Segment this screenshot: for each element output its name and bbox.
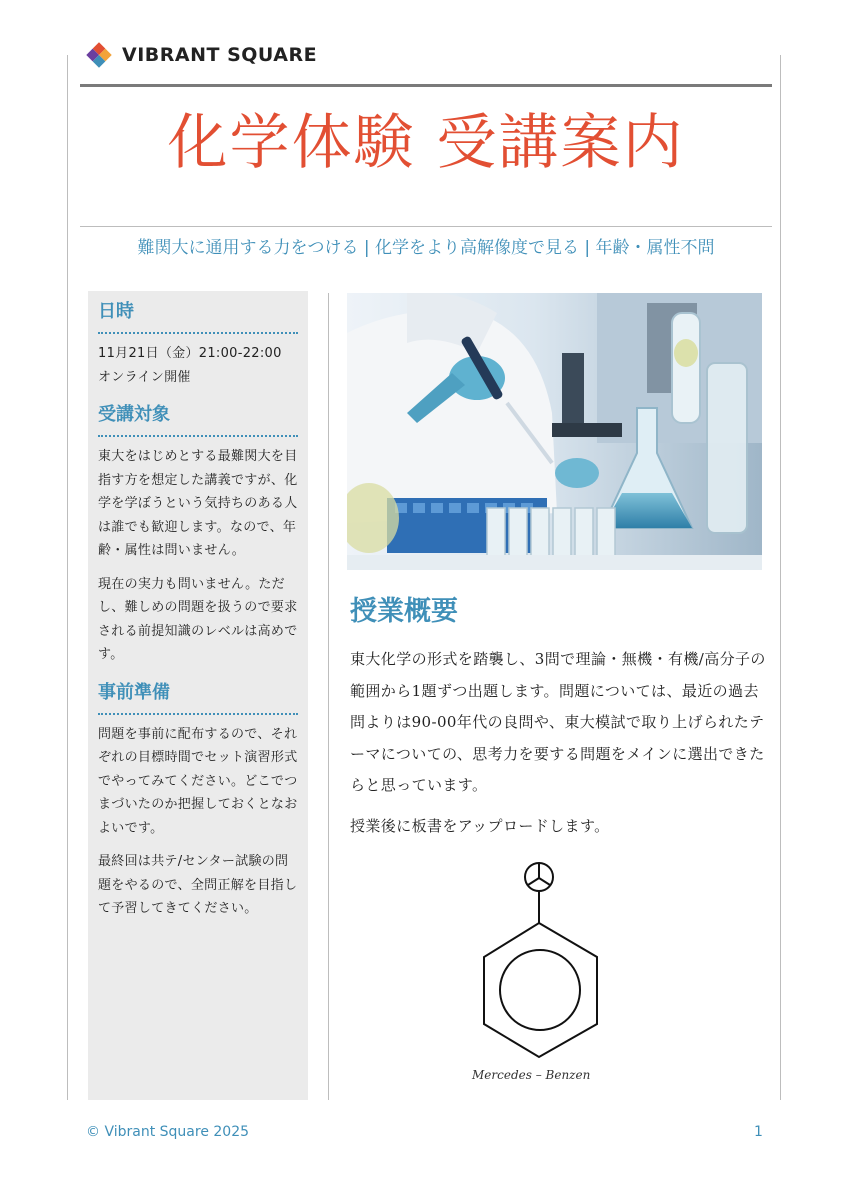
mercedes-benzene-illustration <box>462 850 632 1100</box>
brand-name: VIBRANT SQUARE <box>122 44 318 66</box>
paragraph: 現在の実力も問いません。ただし、難しめの問題を扱うので要求される前提知識のレベルは高めです。 <box>98 576 298 662</box>
sidebar <box>88 291 308 1100</box>
dotted-divider <box>98 713 298 715</box>
page-number: 1 <box>754 1124 763 1140</box>
paragraph: 授業後に板書をアップロードします。 <box>350 816 610 835</box>
page-title: 化学体験 受講案内 <box>167 108 685 178</box>
page-border-left <box>67 55 68 1100</box>
section-heading-overview: 授業概要 <box>350 596 458 627</box>
brand <box>86 40 317 70</box>
section-heading: 日時 <box>98 301 134 322</box>
sidebar-section-preparation <box>98 677 298 921</box>
paragraph: 東大化学の形式を踏襲し、3問で理論・無機・有機/高分子の範囲から1題ずつ出題します。問題については、最近の過去問よりは90-00年代の良問や、東大模試で取り上げられたテーマについての、思考力を要する問題をメインに選出できたらと思っています。 <box>350 650 766 794</box>
lab-photo <box>347 293 762 570</box>
page-border-right <box>780 55 781 1100</box>
header-rule <box>80 84 772 87</box>
sidebar-section-datetime <box>98 296 298 389</box>
illustration-caption: Mercedes – Benzen <box>472 1068 591 1082</box>
event-venue: オンライン開催 <box>98 369 191 385</box>
section-heading: 事前準備 <box>98 681 170 703</box>
footer-copyright: © Vibrant Square 2025 <box>86 1124 250 1140</box>
overview-body <box>350 644 766 842</box>
paragraph: 東大をはじめとする最難関大を目指す方を想定した講義ですが、化学を学ぼうという気持ちのある人は誰でも歓迎します。なので、年齢・属性は問いません。 <box>98 449 298 558</box>
paragraph: 問題を事前に配布するので、それぞれの目標時間でセット演習形式でやってみてください。どこでつまづいたのか把握しておくとなおよいです。 <box>98 726 298 836</box>
event-date: 11月21日（金）21:00-22:00 <box>98 346 282 361</box>
sidebar-section-audience <box>98 399 298 667</box>
dotted-divider <box>98 435 298 437</box>
title-rule <box>80 226 772 227</box>
column-divider <box>328 293 329 1100</box>
tagline: 難関大に通用する力をつける | 化学をより高解像度で見る | 年齢・属性不問 <box>137 238 715 258</box>
section-heading: 受講対象 <box>98 404 170 425</box>
dotted-divider <box>98 332 298 334</box>
brand-logo-icon <box>86 42 112 68</box>
paragraph: 最終回は共テ/センター試験の問題をやるので、全問正解を目指して予習してきてください。 <box>98 854 298 916</box>
